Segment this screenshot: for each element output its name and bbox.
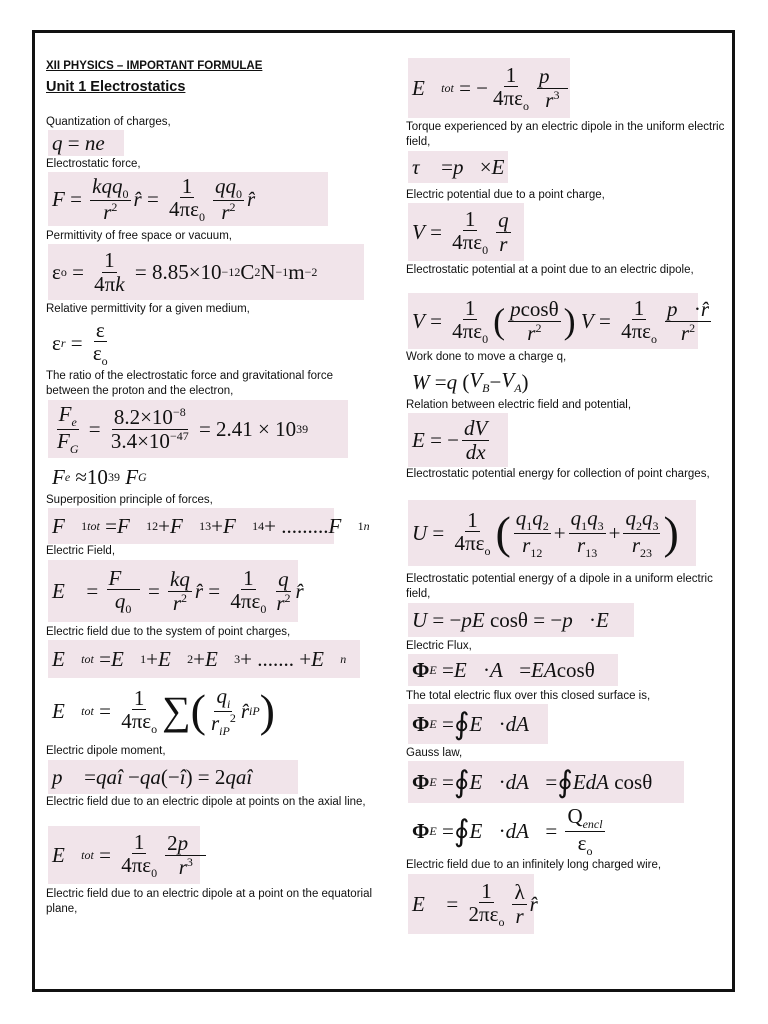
label-work: Work done to move a charge q, — [406, 351, 567, 363]
formula-work: W = q ( $V_B$ − $V_A$ ) — [412, 367, 529, 396]
formula-ratio: $\frac{F_e}{F_G}$ = $\frac{8.2\times 10^{-8}}{3.4\times 10^{-47}}$ = 2.41 × 10 39 — [48, 400, 348, 458]
label-electrostatic-force: Electrostatic force, — [46, 158, 141, 170]
label-quantization: Quantization of charges, — [46, 116, 171, 128]
formula-pe-collection: U = $\frac{1}{4\pi\varepsilon_o}$ ( $\frac{q_1q_2}{r_{12}}$ + $\frac{q_1q_3}{r_{13}}$ + $\frac{q_2q_3}{r_{23}}$ ) — [408, 500, 696, 566]
formula-potential-point: V = $\frac{1}{4\pi\varepsilon_0}$ $\frac{q}{r}$ — [408, 203, 524, 261]
formula-torque: τ⃗ = p⃗ × E⃗ — [408, 151, 508, 183]
label-wire: Electric field due to an infinitely long charged wire, — [406, 859, 662, 871]
formula-pe-dipole: U = − pE cosθ = − p⃗ · E⃗ — [408, 603, 634, 637]
formula-relative-permittivity: ε r = $\frac{\varepsilon}{\varepsilon_o}$ — [52, 317, 108, 368]
label-potential-point: Electric potential due to a point charge, — [406, 189, 605, 201]
label-field-potential: Relation between electric field and potential, — [406, 399, 632, 411]
formula-axial: E⃗ tot = $\frac{1}{4\pi\varepsilon_0}$ $\frac{2p⃗}{r^3}$ — [48, 826, 200, 884]
label-total-flux: The total electric flux over this closed surface is, — [406, 690, 651, 702]
label-torque: Torque experienced by an electric dipole in the uniform electric field, — [406, 121, 725, 148]
label-superposition: Superposition principle of forces, — [46, 494, 213, 506]
page-title: XII PHYSICS – IMPORTANT FORMULAE — [46, 60, 263, 72]
label-flux: Electric Flux, — [406, 640, 472, 652]
formula-permittivity: ε o = $\frac{1}{4\pi k}$ = 8.85×10 −12 C 2 N −1 m −2 — [48, 244, 364, 300]
label-pe-dipole: Electrostatic potential energy of a dipole in a uniform electric field, — [406, 573, 713, 600]
formula-superposition: F⃗ 1 tot = F⃗ 12 + F⃗ 13 + F⃗ 14 + ......... F⃗ 1n — [48, 508, 334, 544]
formula-dipole-moment: p⃗ = qaî − qa (− î ) = 2 qaî — [48, 760, 298, 794]
formula-wire: E⃗ = $\frac{1}{2\pi\varepsilon_o}$ $\frac{\lambda}{r}$ r̂ — [408, 874, 534, 934]
formula-electric-field: E⃗ = $\frac{F⃗}{q_0}$ = $\frac{kq}{r^2}$ r̂ = $\frac{1}{4\pi\varepsilon_0}$ $\frac{q}{r^2}$ r̂ — [48, 560, 298, 622]
unit-title: Unit 1 Electrostatics — [46, 79, 186, 95]
formula-quantization: q = ne — [48, 130, 124, 156]
formula-gauss-2: Φ E = ∮ E⃗ · dA⃗ = $\frac{Q_{encl}}{\varepsilon_o}$ — [412, 803, 603, 858]
formula-equatorial: E⃗ tot = − $\frac{1}{4\pi\varepsilon_o}$ $\frac{p⃗}{r^3}$ — [408, 58, 570, 118]
label-ratio: The ratio of the electrostatic force and gravitational force between the proton and the electron, — [46, 370, 334, 397]
label-pe-collection: Electrostatic potential energy for collection of point charges, — [406, 468, 710, 480]
label-electric-field: Electric Field, — [46, 545, 116, 557]
formula-total-flux: Φ E = ∮ E⃗ · dA⃗ — [408, 704, 548, 744]
formula-gauss-1: Φ E = ∮ E⃗ · dA⃗ = ∮ EdA cosθ — [408, 761, 684, 803]
label-gauss: Gauss law, — [406, 747, 463, 759]
label-permittivity: Permittivity of free space or vacuum, — [46, 230, 232, 242]
label-equatorial: Electric field due to an electric dipole at a point on the equatorial plane, — [46, 888, 373, 915]
formula-field-system: E⃗ tot = E⃗ 1 + E⃗ 2 + E⃗ 3 + ....... + E⃗ n — [48, 640, 360, 678]
formula-coulomb: F = $\frac{kqq_0}{r^2}$ r̂ = $\frac{1}{4\pi\varepsilon_0}$ $\frac{qq_0}{r^2}$ r̂ — [48, 172, 328, 226]
label-potential-dipole: Electrostatic potential at a point due to an electric dipole, — [406, 264, 694, 276]
formula-field-sum: E⃗ tot = $\frac{1}{4\pi\varepsilon_o}$ ∑ ( $\frac{q_i}{r_{iP}^2}$ r̂ iP ) — [52, 683, 275, 738]
formula-field-potential: E = − $\frac{dV}{dx}$ — [408, 413, 508, 467]
label-field-system: Electric field due to the system of point charges, — [46, 626, 291, 638]
label-axial: Electric field due to an electric dipole at points on the axial line, — [46, 796, 366, 808]
formula-ratio-approx: F e ≈10 39 F G — [52, 464, 147, 489]
formula-potential-dipole: V = $\frac{1}{4\pi\varepsilon_0}$ ( $\frac{pcos\theta}{r^2}$ ) V = $\frac{1}{4\pi\varepsilon_o}$ $\frac{p⃗\cdot r̂}{r^2}$ — [408, 293, 698, 349]
label-relative-permittivity: Relative permittivity for a given medium, — [46, 303, 250, 315]
formula-flux: Φ E = E⃗ · A⃗ = EA cosθ — [408, 654, 618, 686]
label-dipole-moment: Electric dipole moment, — [46, 745, 166, 757]
